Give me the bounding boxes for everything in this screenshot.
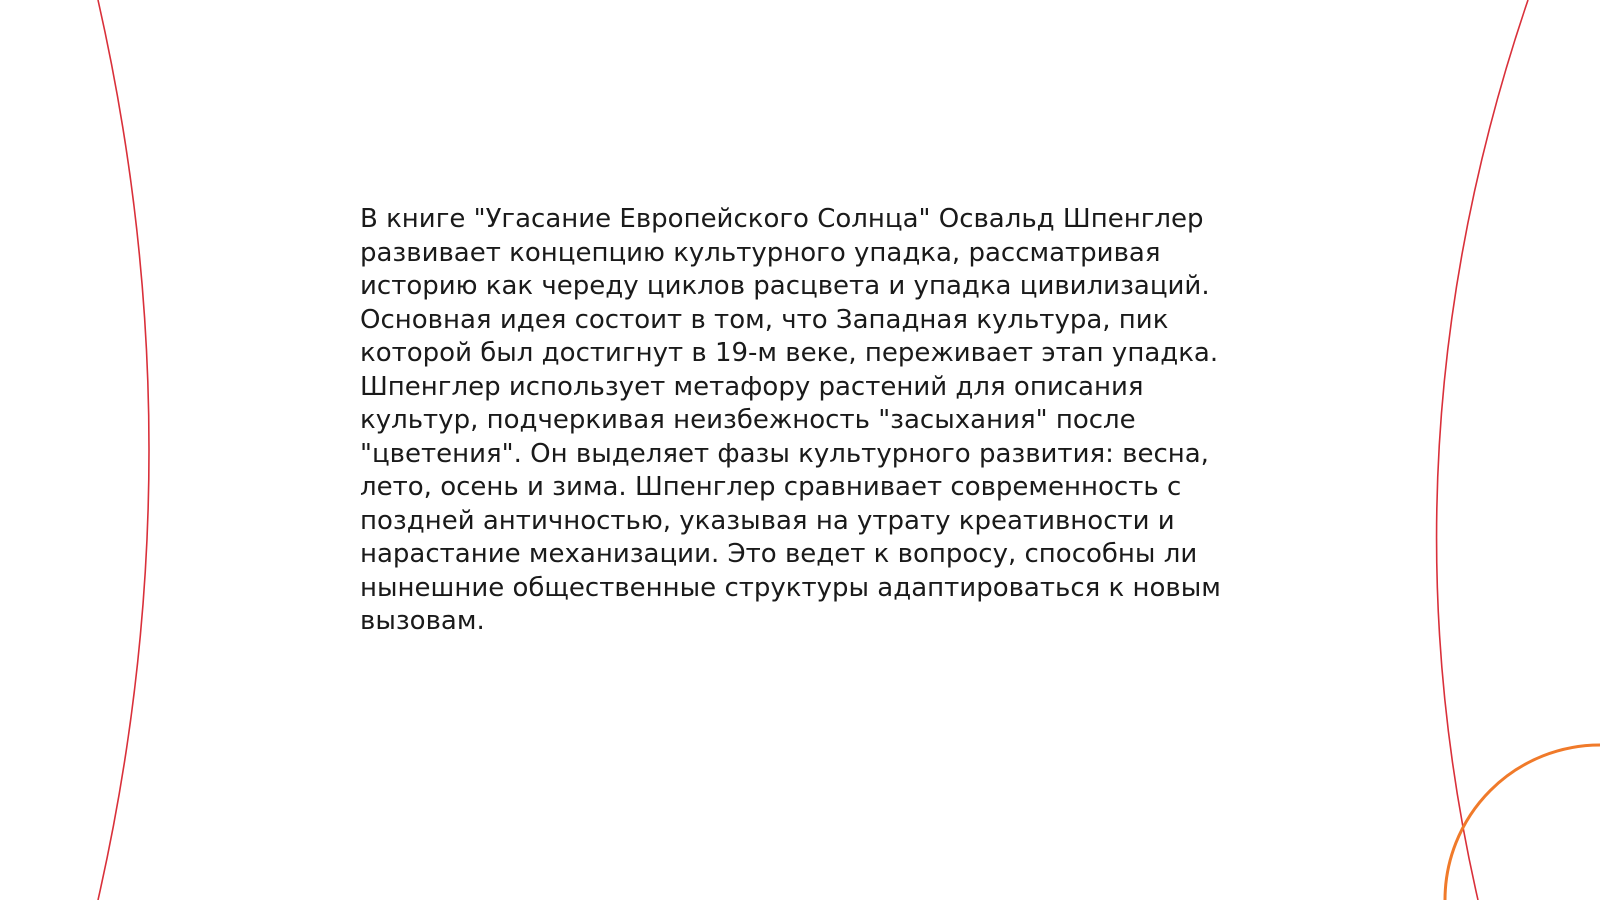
body-text: В книге "Угасание Европейского Солнца" Освальд Шпенглер развивает концепцию культурного упадка, рассматривая историю как череду циклов расцвета и упадка цивилизаций. Основная идея состоит в том, что Западная культура, пик которой был достигнут в 19-м веке, переживает этап упадка. Шпенглер использует метафору растений для описания культур, подчеркивая неизбежность "засыхания" после "цветения". Он выделяет фазы культурного развития: весна, лето, осень и зима. Шпенглер сравнивает современность с поздней античностью, указывая на утрату креативности и нарастание механизации. Это ведет к вопросу, способны ли нынешние общественные структуры адаптироваться к новым вызовам. — [360, 204, 1221, 636]
corner-circle — [1445, 745, 1600, 900]
right-arc — [1437, 0, 1528, 900]
left-arc — [98, 0, 149, 900]
